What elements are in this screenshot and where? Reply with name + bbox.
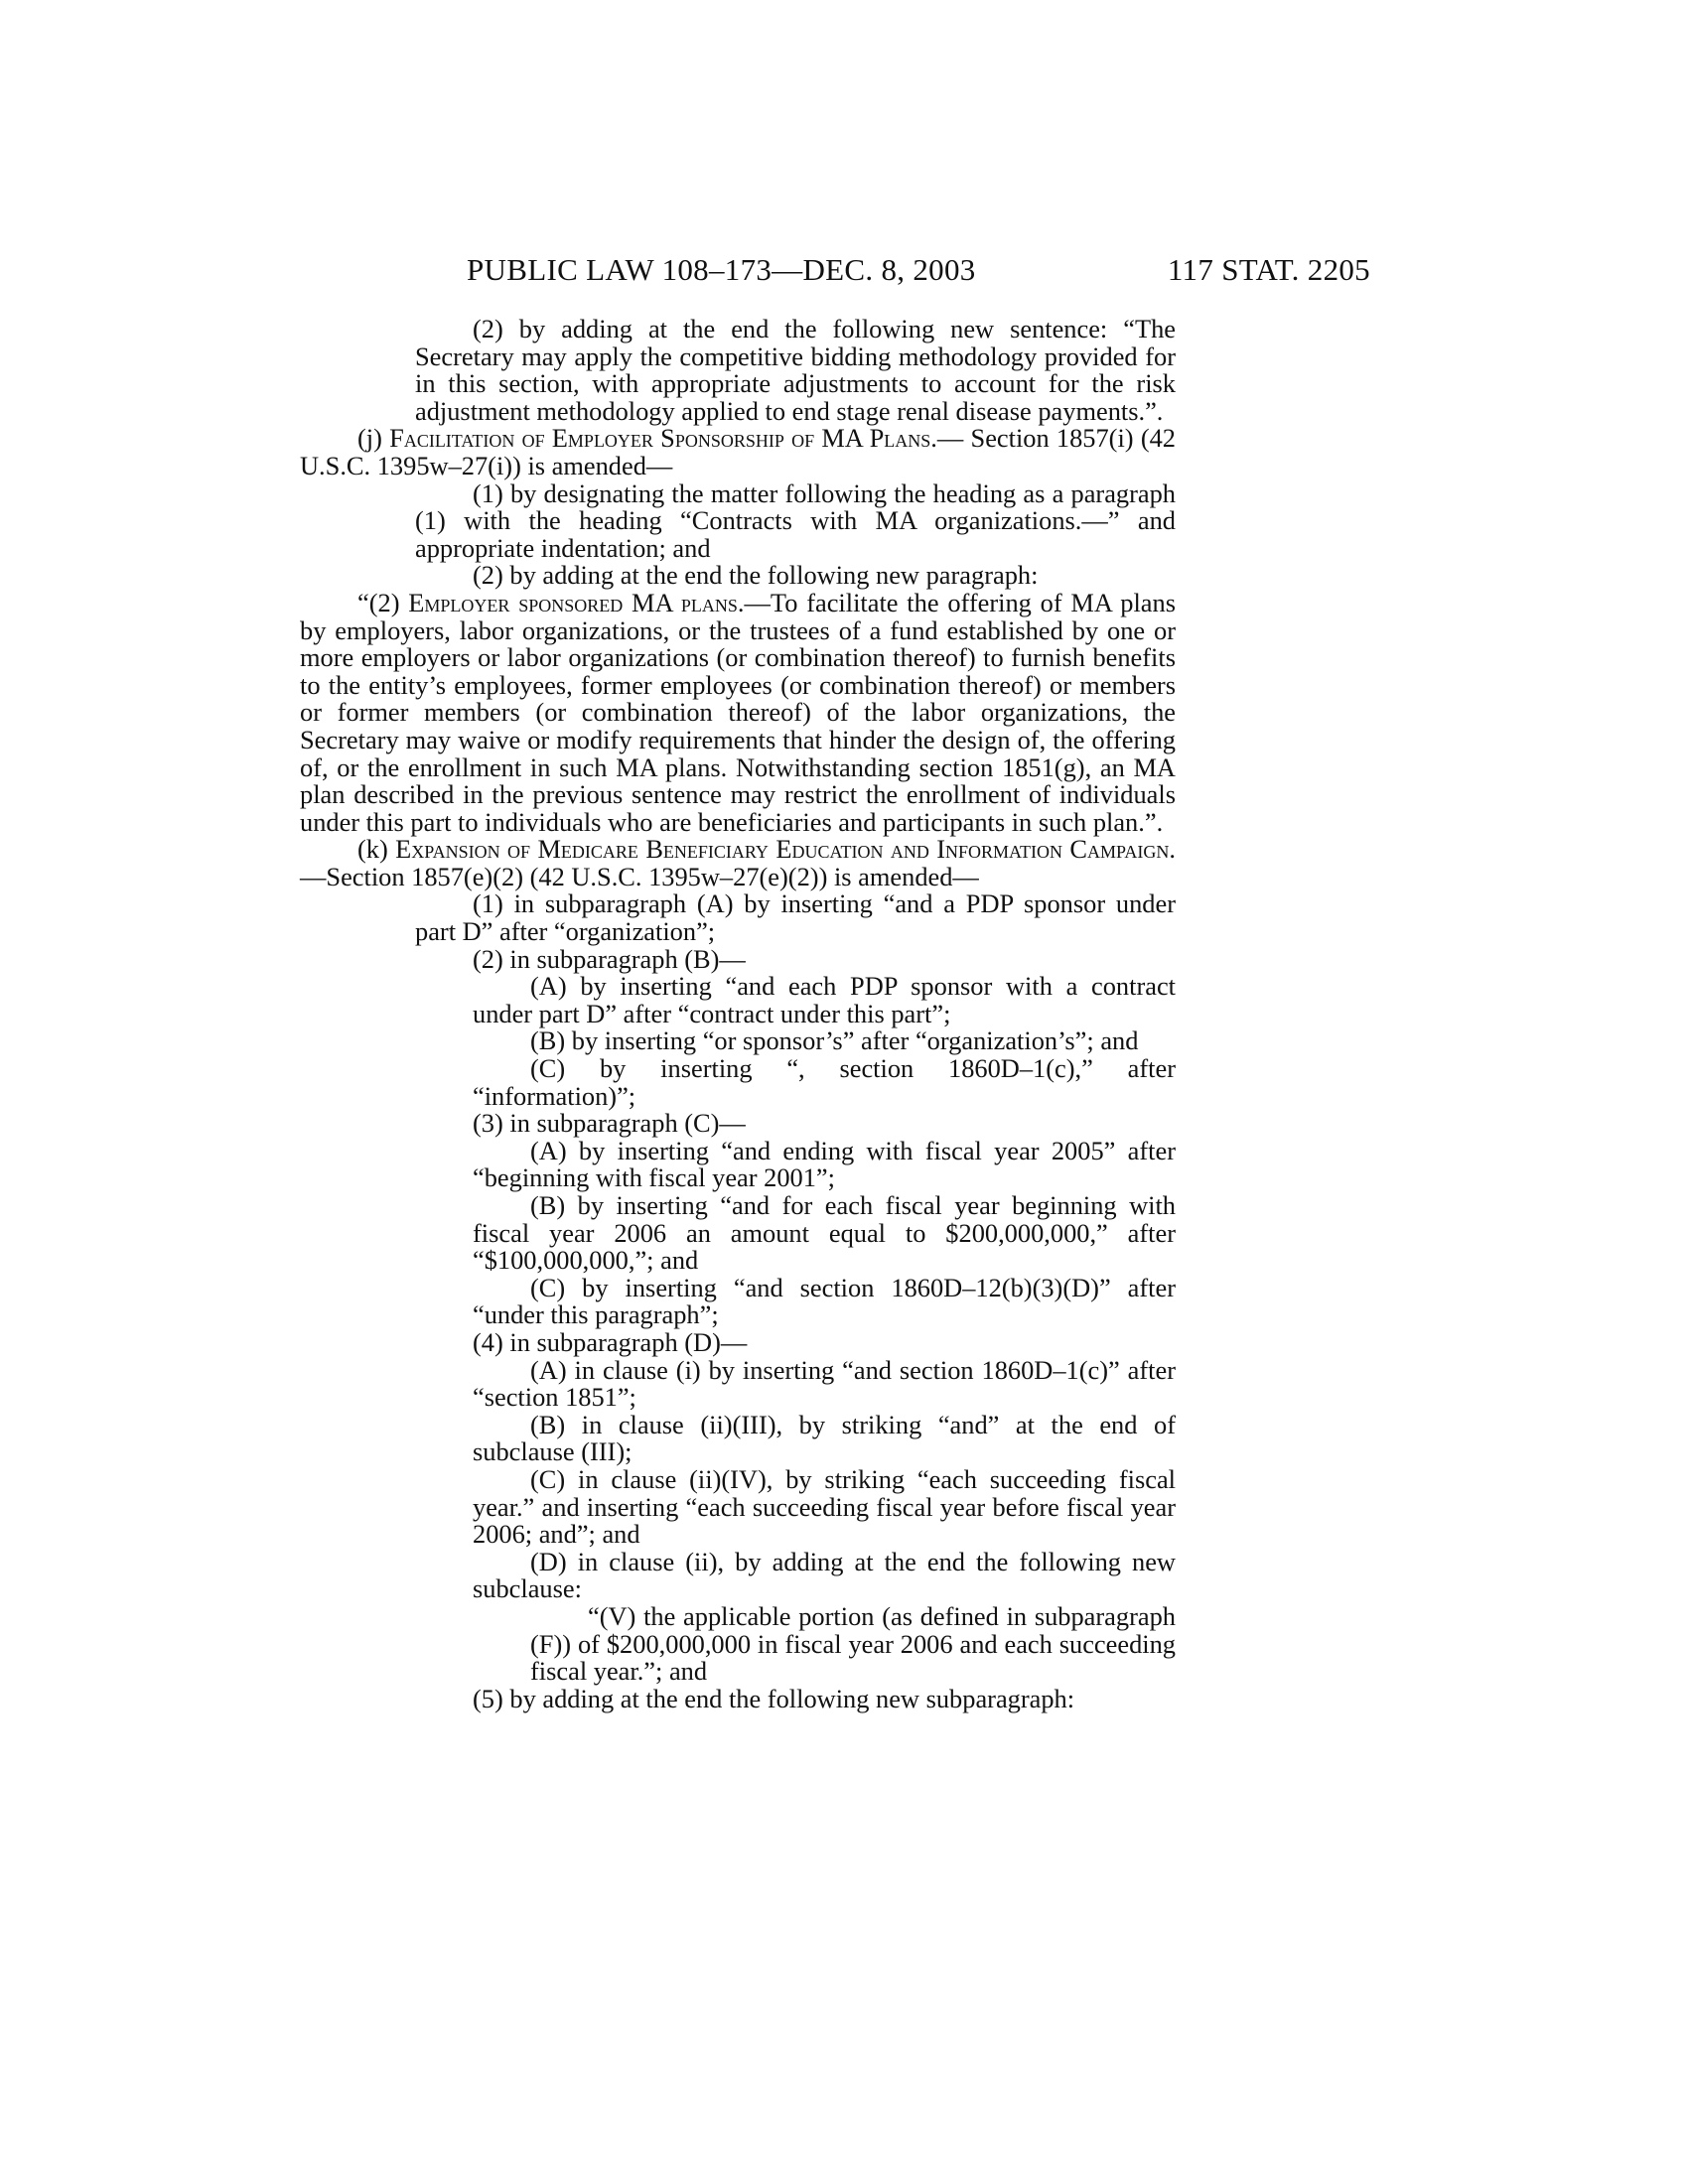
paragraph: [300, 1192, 1176, 1275]
paragraph: [300, 836, 1176, 890]
paragraph-text: “(V) the applicable portion (as defined in subparagraph (F)) of $200,000,000 in fiscal year 2006 and each succeeding fiscal year.”; and: [530, 1600, 1176, 1687]
paragraph: [300, 480, 1176, 563]
paragraph-text: (5) by adding at the end the following new subparagraph:: [473, 1683, 1075, 1713]
paragraph: [300, 587, 1176, 837]
paragraph: [300, 890, 1176, 945]
paragraph: [300, 943, 1176, 974]
paragraph: [300, 1463, 1176, 1550]
paragraph: [300, 1409, 1176, 1467]
section-heading: Facilitation of Employer Sponsorship of MA Plans.: [389, 423, 937, 454]
paragraph-text: (3) in subparagraph (C)—: [473, 1108, 746, 1139]
section-heading: Employer sponsored MA plans.: [408, 587, 745, 617]
paragraph: [300, 1600, 1176, 1687]
paragraph-text: — Section 1857(i) (42 U.S.C. 1395w–27(i)) is amended—: [300, 423, 1176, 480]
page-header: [298, 250, 1370, 290]
paragraph: [300, 425, 1176, 479]
paragraph-text: (2) by adding at the end the following new paragraph:: [473, 560, 1039, 591]
paragraph-text: (2) by adding at the end the following new sentence: “The Secretary may apply the competitive bidding methodology provided for in this section, with appropriate adjustments to account for the risk adjustment methodology applied to end stage renal disease payments.”.: [415, 314, 1176, 426]
paragraph: [300, 1272, 1176, 1330]
paragraph-text: (1) by designating the matter following the heading as a paragraph (1) with the heading “Contracts with MA organizations.—” and appropriate indentation; and: [415, 478, 1176, 563]
paragraph-text: (B) in clause (ii)(III), by striking “and” at the end of subclause (III);: [473, 1409, 1176, 1467]
paragraph-text: (B) by inserting “or sponsor’s” after “organization’s”; and: [530, 1025, 1139, 1056]
paragraph: [300, 1683, 1176, 1713]
paragraph: [300, 1027, 1176, 1055]
paragraph-designator: (k): [357, 834, 396, 865]
paragraph-designator: “(2): [357, 587, 409, 617]
paragraph-text: (B) by inserting “and for each fiscal year beginning with fiscal year 2006 an amount equal to $200,000,000,” after “$100,000,000,”; and: [473, 1190, 1176, 1276]
paragraph-text: (C) by inserting “and section 1860D–12(b)(3)(D)” after “under this paragraph”;: [473, 1272, 1176, 1330]
paragraph-text: (C) in clause (ii)(IV), by striking “each succeeding fiscal year.” and inserting “each succeeding fiscal year before fiscal year 2006; and”; and: [473, 1463, 1176, 1550]
paragraph-text: (D) in clause (ii), by adding at the end the following new subclause:: [473, 1546, 1176, 1604]
paragraph-text: (A) by inserting “and ending with fiscal year 2005” after “beginning with fiscal year 2001”;: [473, 1135, 1176, 1193]
paragraph-text: (A) by inserting “and each PDP sponsor with a contract under part D” after “contract under this part”;: [473, 971, 1176, 1028]
paragraph-text: (1) in subparagraph (A) by inserting “and a PDP sponsor under part D” after “organization”;: [415, 888, 1176, 947]
page-number: 117 STAT. 2205: [1167, 252, 1370, 287]
paragraph: [300, 1354, 1176, 1413]
paragraph: [300, 316, 1176, 425]
paragraph-text: (4) in subparagraph (D)—: [473, 1326, 748, 1357]
paragraph-text: (A) in clause (i) by inserting “and section 1860D–1(c)” after “section 1851”;: [473, 1354, 1176, 1413]
section-heading: Expansion of Medicare Beneficiary Education and Information Campaign.: [395, 834, 1176, 865]
paragraph-text: —To facilitate the offering of MA plans by employers, labor organizations, or the trustees of a fund established by one or more employers or labor organizations (or combination thereof) to furnish benefits to the entity’s employees, former employees (or combination thereof) or members or former members (or combination thereof) of the labor organizations, the Secretary may waive or modify requirements that hinder the design of, the offering of, or the enrollment in such MA plans. Notwithstanding section 1851(g), an MA plan described in the previous sentence may restrict the enrollment of individuals under this part to individuals who are beneficiaries and participants in such plan.”.: [300, 587, 1176, 837]
paragraph-text: (2) in subparagraph (B)—: [473, 943, 746, 974]
paragraph-text: —Section 1857(e)(2) (42 U.S.C. 1395w–27(e)(2)) is amended—: [300, 861, 979, 891]
running-head-title: PUBLIC LAW 108–173—DEC. 8, 2003: [467, 252, 976, 287]
paragraph: [300, 562, 1176, 590]
paragraph: [300, 1055, 1176, 1110]
paragraph: [300, 1326, 1176, 1357]
paragraph: [300, 973, 1176, 1027]
paragraph-text: (C) by inserting “, section 1860D–1(c),” after “information)”;: [473, 1053, 1176, 1111]
paragraph-designator: (j): [357, 423, 390, 454]
paragraph: [300, 1546, 1176, 1604]
paragraph: [300, 1135, 1176, 1193]
statute-body: [300, 316, 1176, 1712]
paragraph: [300, 1110, 1176, 1138]
